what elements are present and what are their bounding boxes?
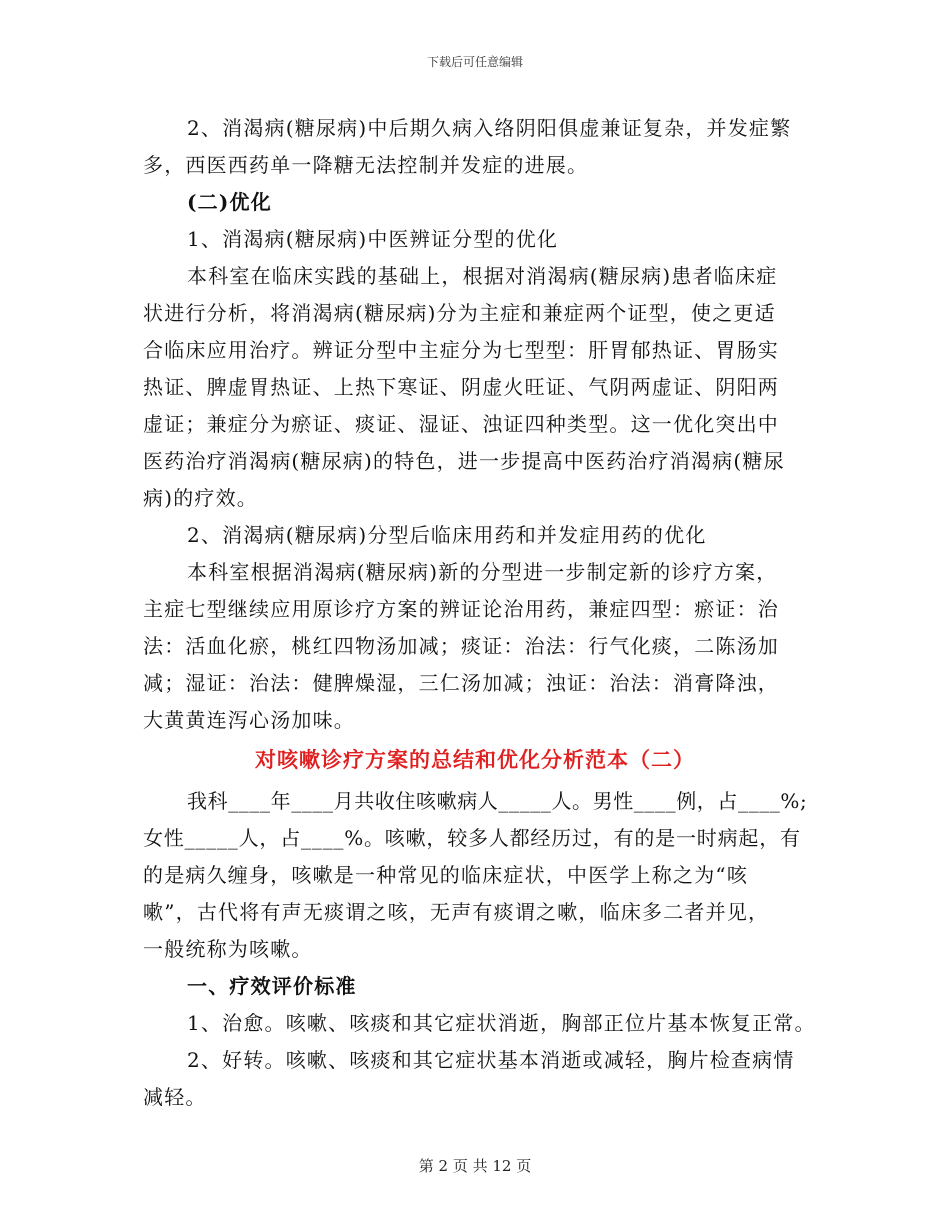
paragraph-line: 一般统称为咳嗽。 xyxy=(143,937,313,961)
paragraph-line: 热证、脾虚胃热证、上热下寒证、阴虚火旺证、气阴两虚证、阴阳两 xyxy=(143,375,779,399)
paragraph-line: 的是病久缠身，咳嗽是一种常见的临床症状，中医学上称之为“咳 xyxy=(143,863,749,887)
paragraph-line: 女性_____人，占____%。咳嗽，较多人都经历过，有的是一时病起，有 xyxy=(143,826,801,850)
paragraph-line: 状进行分析，将消渴病(糖尿病)分为主症和兼症两个证型，使之更适 xyxy=(143,301,776,325)
paragraph-line: 我科____年____月共收住咳嗽病人_____人。男性____例，占____%; xyxy=(187,789,808,813)
paragraph-line: 减；湿证：治法：健脾燥湿，三仁汤加减；浊证：治法：消膏降浊， xyxy=(143,671,779,695)
paragraph-line: 嗽”，古代将有声无痰谓之咳，无声有痰谓之嗽，临床多二者并见， xyxy=(143,900,770,924)
paragraph-line: 法：活血化瘀，桃红四物汤加减；痰证：治法：行气化痰，二陈汤加 xyxy=(143,634,779,658)
subsection-heading: 1、消渴病(糖尿病)中医辨证分型的优化 xyxy=(187,227,559,251)
section-heading: 一、疗效评价标准 xyxy=(187,974,357,998)
paragraph-line: 合临床应用治疗。辨证分型中主症分为七型型：肝胃郁热证、胃肠实 xyxy=(143,338,779,362)
section-heading: (二)优化 xyxy=(187,190,272,214)
paragraph-line: 病)的疗效。 xyxy=(143,486,259,510)
page-header: 下载后可任意编辑 xyxy=(426,55,523,69)
paragraph-line: 2、好转。咳嗽、咳痰和其它症状基本消逝或减轻，胸片检查病情 xyxy=(187,1048,795,1072)
paragraph-line: 大黄黄连泻心汤加味。 xyxy=(143,708,355,732)
paragraph-line: 医药治疗消渴病(糖尿病)的特色，进一步提高中医药治疗消渴病(糖尿 xyxy=(143,449,785,473)
subsection-heading: 2、消渴病(糖尿病)分型后临床用药和并发症用药的优化 xyxy=(187,523,707,547)
paragraph-line: 本科室根据消渴病(糖尿病)新的分型进一步制定新的诊疗方案， xyxy=(187,560,778,584)
paragraph-line: 虚证；兼症分为瘀证、痰证、湿证、浊证四种类型。这一优化突出中 xyxy=(143,412,779,436)
paragraph-line: 本科室在临床实践的基础上，根据对消渴病(糖尿病)患者临床症 xyxy=(187,264,778,288)
page-number: 第 2 页 共 12 页 xyxy=(418,1157,532,1175)
paragraph-line: 减轻。 xyxy=(143,1085,207,1109)
document-title: 对咳嗽诊疗方案的总结和优化分析范本（二） xyxy=(255,747,695,772)
paragraph-line: 主症七型继续应用原诊疗方案的辨证论治用药，兼症四型：瘀证：治 xyxy=(143,597,779,621)
paragraph-line: 2、消渴病(糖尿病)中后期久病入络阴阳俱虚兼证复杂，并发症繁 xyxy=(187,116,792,140)
paragraph-line: 多，西医西药单一降糖无法控制并发症的进展。 xyxy=(143,153,589,177)
paragraph-line: 1、治愈。咳嗽、咳痰和其它症状消逝，胸部正位片基本恢复正常。 xyxy=(187,1011,816,1035)
